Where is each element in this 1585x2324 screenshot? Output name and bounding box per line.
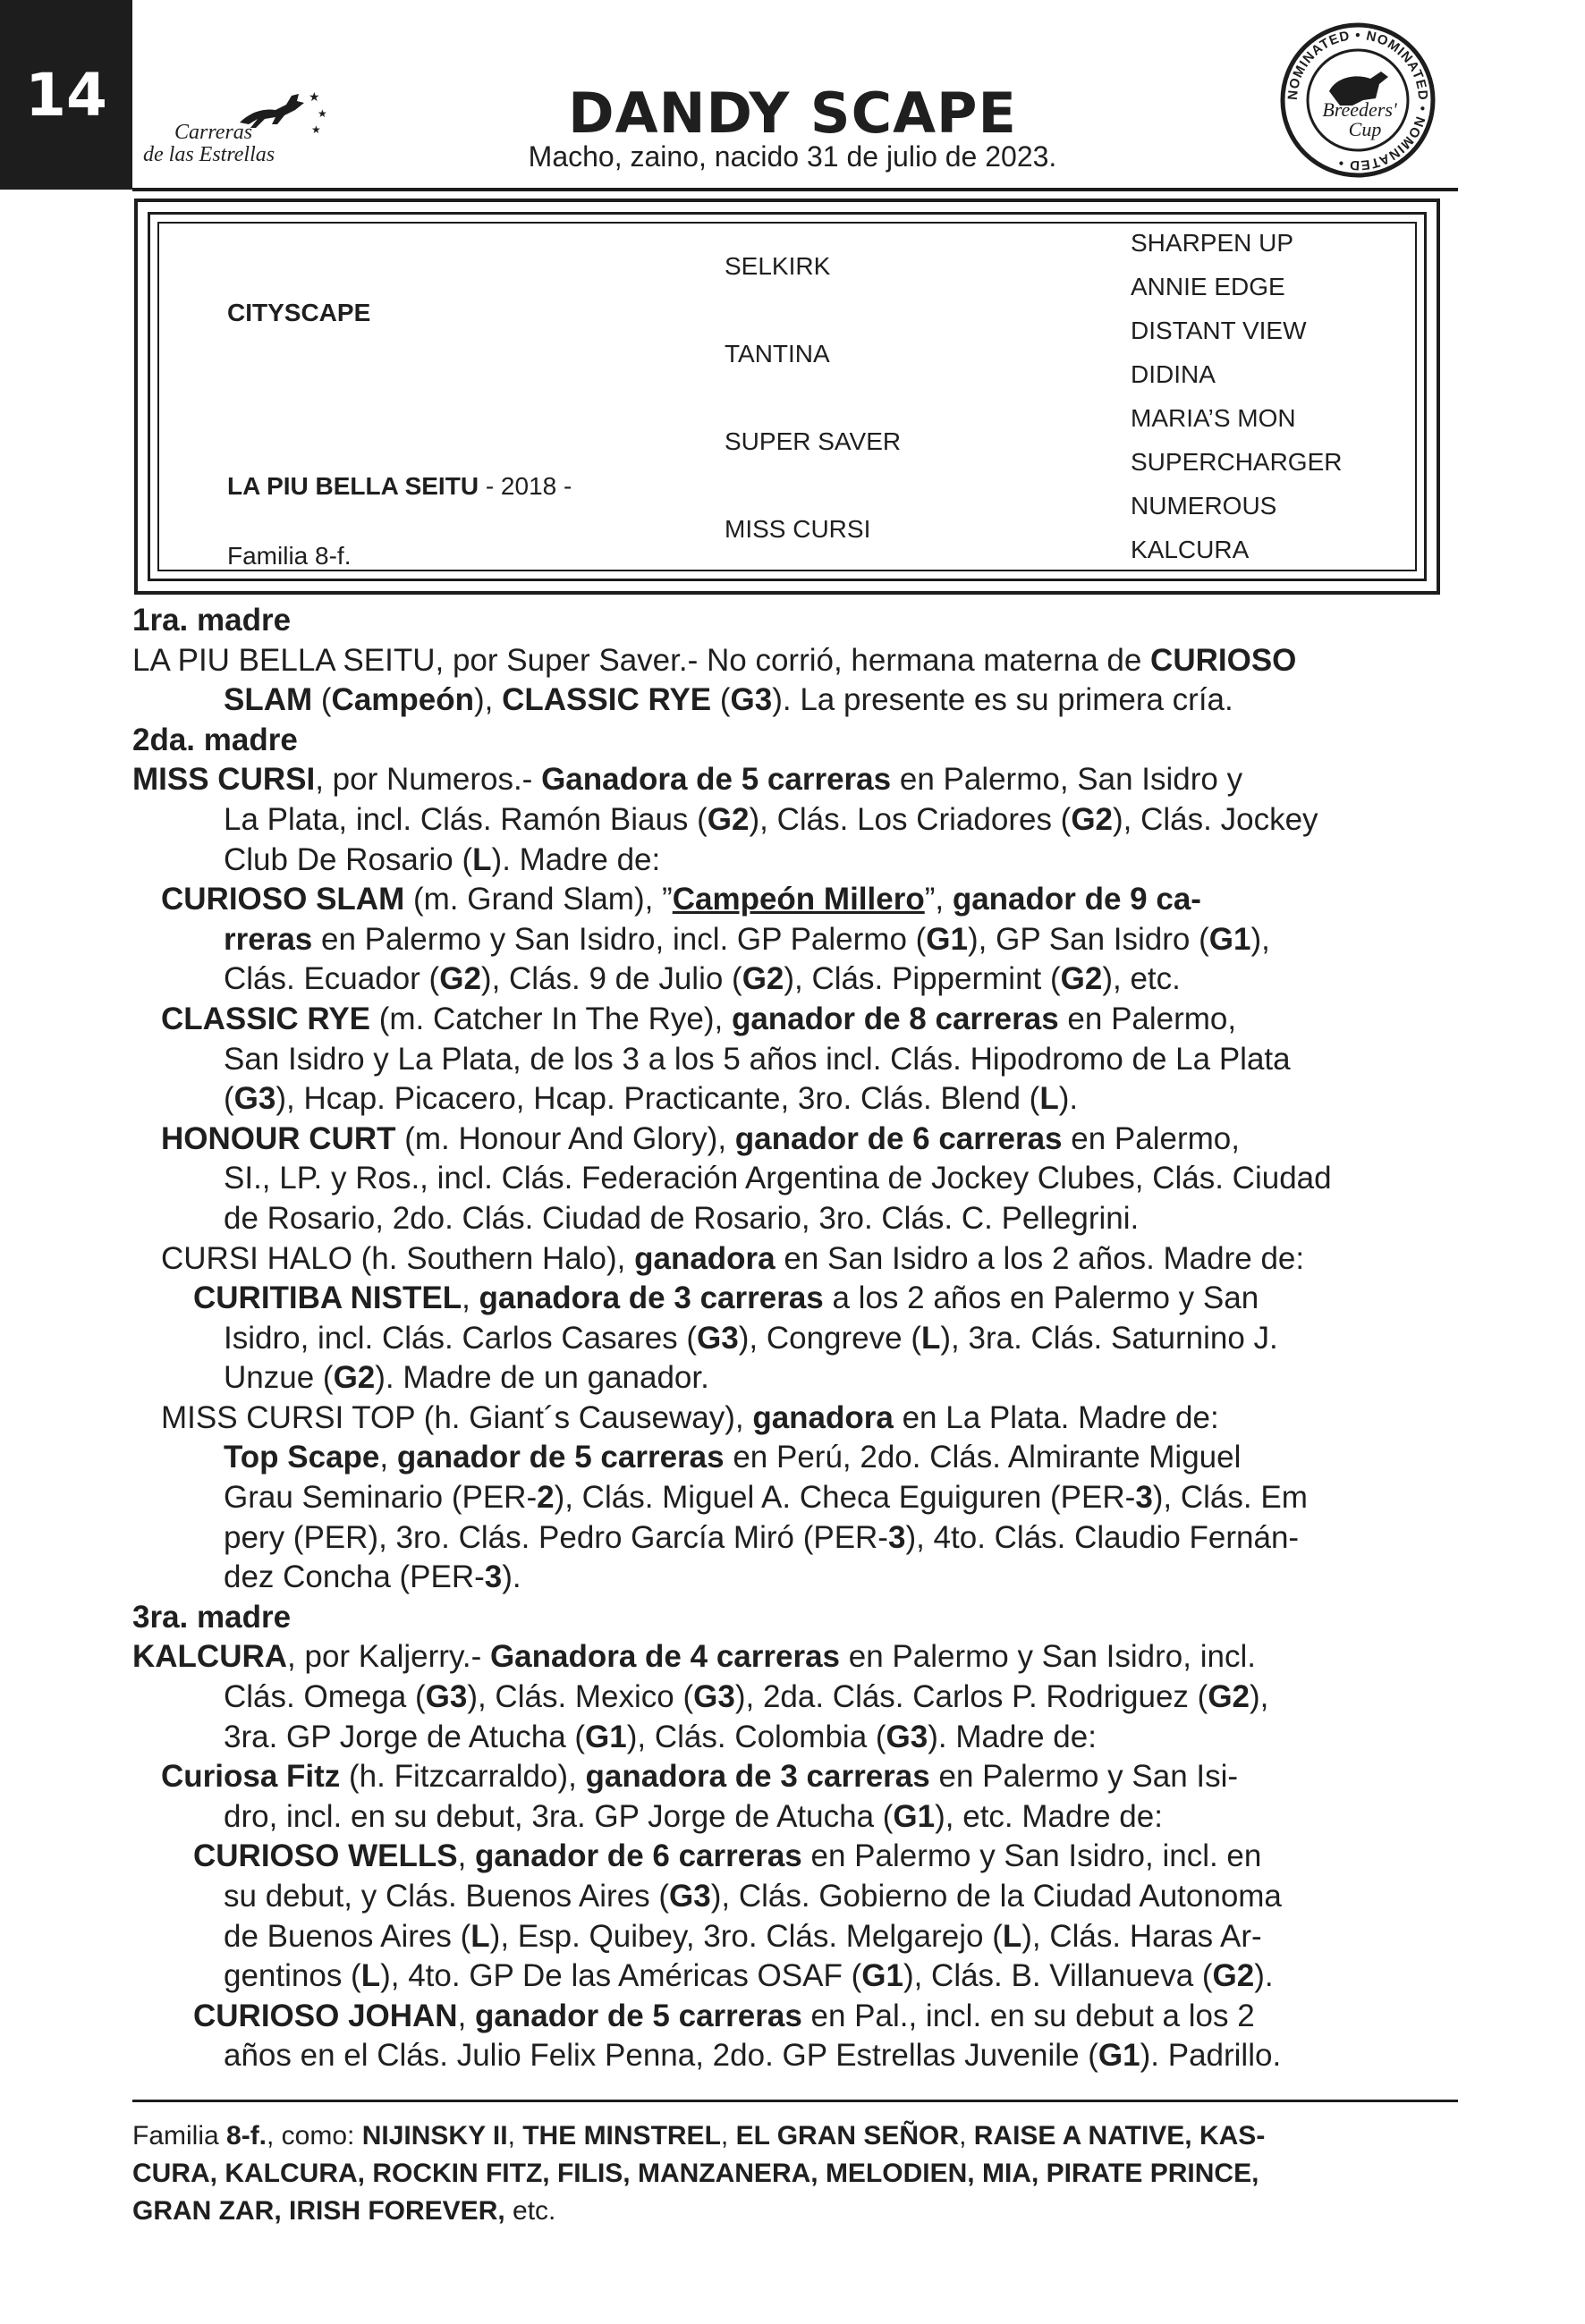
pedigree-gen3: SHARPEN UP bbox=[1131, 229, 1294, 257]
text-line: CLASSIC RYE (m. Catcher In The Rye), ganador de 8 carreras en Palermo, bbox=[161, 1001, 1237, 1036]
logo-line-1: Carreras bbox=[174, 121, 253, 144]
text-line: CURSI HALO (h. Southern Halo), ganadora en San Isidro a los 2 años. Madre de: bbox=[161, 1240, 1305, 1276]
text-line: MISS CURSI, por Numeros.- Ganadora de 5 carreras en Palermo, San Isidro y bbox=[132, 762, 1243, 798]
pedigree-gen3: DISTANT VIEW bbox=[1131, 317, 1307, 344]
section-heading-2da-madre: 2da. madre bbox=[132, 722, 298, 757]
horse-name: DANDY SCAPE bbox=[568, 80, 1017, 146]
breeders-cup-nominated-seal bbox=[1277, 20, 1438, 181]
svg-text:★: ★ bbox=[318, 107, 327, 120]
pedigree-gen3: ANNIE EDGE bbox=[1131, 273, 1285, 300]
text-line: Curiosa Fitz (h. Fitzcarraldo), ganadora de 3 carreras en Palermo y San Isi- bbox=[161, 1759, 1239, 1795]
seal-ring-text: NOMINATED • NOMINATED • NOMINATED • bbox=[1284, 27, 1431, 173]
text-line: 3ra. GP Jorge de Atucha (G1), Clás. Colombia (G3). Madre de: bbox=[224, 1719, 1097, 1754]
svg-text:★: ★ bbox=[309, 89, 320, 104]
text-line: Grau Seminario (PER-2), Clás. Miguel A. Checa Eguiguren (PER-3), Clás. Em bbox=[224, 1480, 1308, 1516]
family-line: GRAN ZAR, IRISH FOREVER, etc. bbox=[132, 2196, 556, 2226]
text-line: CURIOSO WELLS, ganador de 6 carreras en Palermo y San Isidro, incl. en bbox=[193, 1838, 1262, 1874]
family-line: CURA, KALCURA, ROCKIN FITZ, FILIS, MANZANERA, MELODIEN, MIA, PIRATE PRINCE, bbox=[132, 2159, 1259, 2188]
text-line: KALCURA, por Kaljerry.- Ganadora de 4 carreras en Palermo y San Isidro, incl. bbox=[132, 1639, 1256, 1675]
header-rule bbox=[132, 188, 1458, 191]
text-line: gentinos (L), 4to. GP De las Américas OSAF (G1), Clás. B. Villanueva (G2). bbox=[224, 1958, 1274, 1994]
pedigree-sire-dam: TANTINA bbox=[725, 340, 830, 368]
text-line: años en el Clás. Julio Felix Penna, 2do. GP Estrellas Juvenile (G1). Padrillo. bbox=[224, 2038, 1282, 2074]
text-line: Top Scape, ganador de 5 carreras en Perú, 2do. Clás. Almirante Miguel bbox=[224, 1440, 1242, 1475]
footer-rule bbox=[132, 2100, 1458, 2102]
text-line: CURIOSO JOHAN, ganador de 5 carreras en Pal., incl. en su debut a los 2 bbox=[193, 1998, 1255, 2033]
text-line: SLAM (Campeón), CLASSIC RYE (G3). La presente es su primera cría. bbox=[224, 682, 1233, 718]
pedigree-dam-dam: MISS CURSI bbox=[725, 515, 871, 543]
lot-number: 14 bbox=[25, 60, 107, 130]
text-line: Unzue (G2). Madre de un ganador. bbox=[224, 1360, 709, 1396]
text-line: (G3), Hcap. Picacero, Hcap. Practicante, 3ro. Clás. Blend (L). bbox=[224, 1081, 1079, 1117]
text-line: CURIOSO SLAM (m. Grand Slam), ”Campeón Millero”, ganador de 9 ca- bbox=[161, 882, 1201, 917]
pedigree-gen3: MARIA’S MON bbox=[1131, 404, 1296, 432]
text-line: dro, incl. en su debut, 3ra. GP Jorge de Atucha (G1), etc. Madre de: bbox=[224, 1798, 1163, 1834]
family-footnote bbox=[132, 2117, 1456, 2230]
text-line: pery (PER), 3ro. Clás. Pedro García Miró (PER-3), 4to. Clás. Claudio Fernán- bbox=[224, 1519, 1300, 1555]
svg-text:★: ★ bbox=[311, 123, 321, 136]
pedigree-dam-sire: SUPER SAVER bbox=[725, 427, 902, 455]
text-line: Club De Rosario (L). Madre de: bbox=[224, 841, 661, 877]
text-line: SI., LP. y Ros., incl. Clás. Federación Argentina de Jockey Clubes, Clás. Ciudad bbox=[224, 1161, 1332, 1196]
text-line: de Rosario, 2do. Clás. Ciudad de Rosario, 3ro. Clás. C. Pellegrini. bbox=[224, 1200, 1140, 1236]
pedigree-gen3: NUMEROUS bbox=[1131, 492, 1277, 520]
horse-description: Macho, zaino, nacido 31 de julio de 2023. bbox=[528, 140, 1057, 173]
pedigree-dam: LA PIU BELLA SEITU - 2018 - bbox=[227, 472, 572, 500]
pedigree-sire-sire: SELKIRK bbox=[725, 252, 831, 280]
text-line: La Plata, incl. Clás. Ramón Biaus (G2), Clás. Los Criadores (G2), Clás. Jockey bbox=[224, 801, 1318, 837]
text-line: CURITIBA NISTEL, ganadora de 3 carreras a los 2 años en Palermo y San bbox=[193, 1280, 1259, 1316]
text-line: dez Concha (PER-3). bbox=[224, 1559, 521, 1595]
text-line: HONOUR CURT (m. Honour And Glory), ganador de 6 carreras en Palermo, bbox=[161, 1120, 1240, 1156]
text-line: Clás. Omega (G3), Clás. Mexico (G3), 2da. Clás. Carlos P. Rodriguez (G2), bbox=[224, 1679, 1269, 1715]
logo-line-2: de las Estrellas bbox=[143, 143, 275, 166]
text-line: de Buenos Aires (L), Esp. Quibey, 3ro. Clás. Melgarejo (L), Clás. Haras Ar- bbox=[224, 1918, 1262, 1954]
pedigree-gen3: SUPERCHARGER bbox=[1131, 448, 1343, 476]
text-line: Isidro, incl. Clás. Carlos Casares (G3), Congreve (L), 3ra. Clás. Saturnino J. bbox=[224, 1320, 1278, 1356]
catalog-body bbox=[132, 601, 1456, 2076]
text-line: rreras en Palermo y San Isidro, incl. GP Palermo (G1), GP San Isidro (G1), bbox=[224, 921, 1270, 957]
section-heading-3ra-madre: 3ra. madre bbox=[132, 1599, 292, 1635]
text-line: LA PIU BELLA SEITU, por Super Saver.- No corrió, hermana materna de CURIOSO bbox=[132, 642, 1297, 678]
seal-brand-2: Cup bbox=[1348, 118, 1382, 140]
pedigree-gen3: DIDINA bbox=[1131, 360, 1216, 388]
text-line: San Isidro y La Plata, de los 3 a los 5 años incl. Clás. Hipodromo de La Plata bbox=[224, 1041, 1291, 1077]
text-line: Clás. Ecuador (G2), Clás. 9 de Julio (G2), Clás. Pippermint (G2), etc. bbox=[224, 961, 1181, 997]
family-line: Familia 8-f., como: NIJINSKY II, THE MINSTREL, EL GRAN SEÑOR, RAISE A NATIVE, KAS- bbox=[132, 2121, 1266, 2151]
text-line: su debut, y Clás. Buenos Aires (G3), Clás. Gobierno de la Ciudad Autonoma bbox=[224, 1879, 1282, 1914]
pedigree-gen3: KALCURA bbox=[1131, 536, 1250, 563]
text-line: MISS CURSI TOP (h. Giant´s Causeway), ganadora en La Plata. Madre de: bbox=[161, 1399, 1219, 1435]
section-heading-1ra-madre: 1ra. madre bbox=[132, 603, 292, 638]
pedigree-chart bbox=[134, 199, 1440, 595]
pedigree-family: Familia 8-f. bbox=[227, 542, 352, 570]
pedigree-sire: CITYSCAPE bbox=[227, 299, 371, 326]
seal-brand-1: Breeders' bbox=[1322, 98, 1397, 121]
